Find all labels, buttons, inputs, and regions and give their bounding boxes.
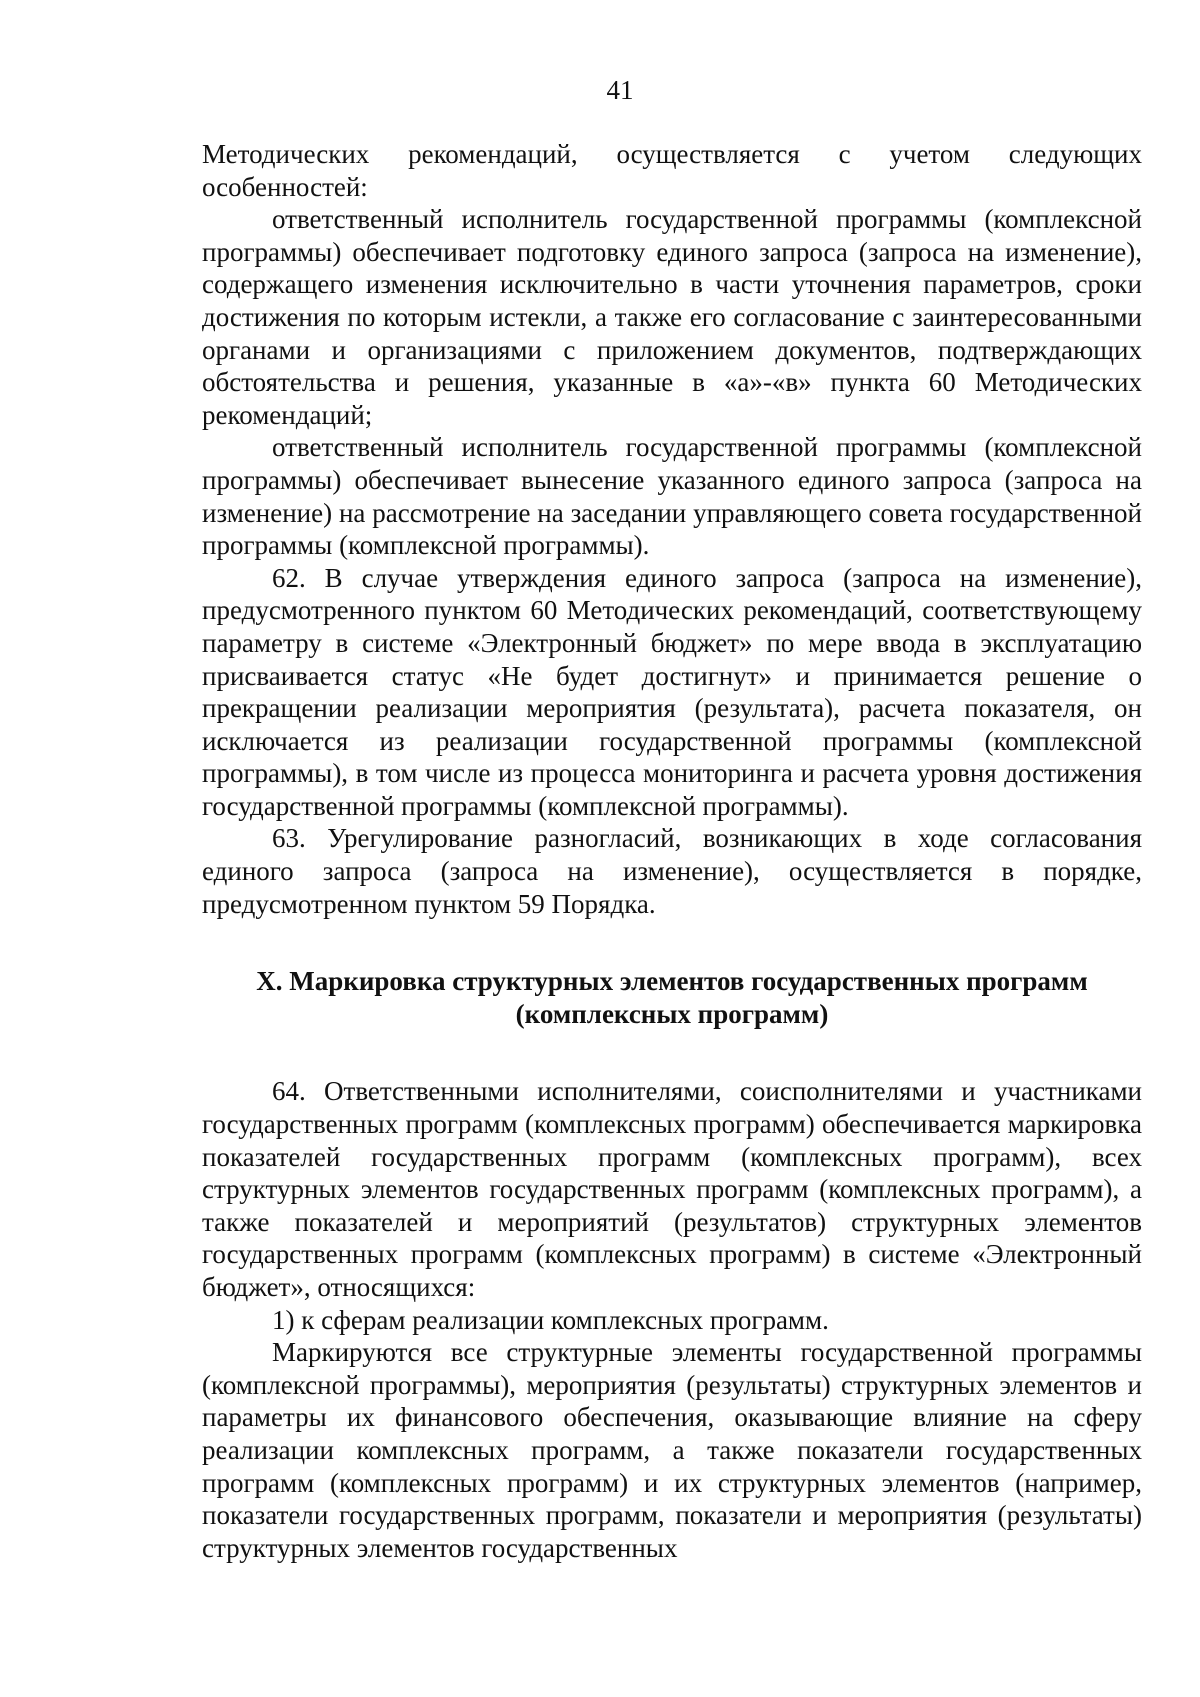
paragraph-item-64: 64. Ответственными исполнителями, соисполнителями и участниками государственных программ (комплексных программ) обеспечивается маркировка показателей государственных программ (комплексных программ), всех структурных элементов государственных программ (комплексных программ), а также показателей и мероприятий (результатов) структурных элементов государственных программ (комплексных программ) в системе «Электронный бюджет», относящихся: (202, 1076, 1142, 1302)
paragraph: 1) к сферам реализации комплексных программ. (272, 1304, 829, 1335)
section-heading (202, 965, 1142, 1030)
section-heading-line: X. Маркировка структурных элементов государственных программ (256, 966, 1088, 997)
paragraph-item-63: 63. Урегулирование разногласий, возникающих в ходе согласования единого запроса (запроса на изменение), осуществляется в порядке, предусмотренном пунктом 59 Порядка. (202, 823, 1142, 919)
section-heading-line: (комплексных программ) (515, 998, 829, 1029)
paragraph: ответственный исполнитель государственной программы (комплексной программы) обеспечивает подготовку единого запроса (запроса на изменение), содержащего изменения исключительно в части уточнения параметров, сроки достижения по которым истекли, а также его согласование с заинтересованными органами и организациями с приложением документов, подтверждающих обстоятельства и решения, указанные в «а»-«в» пункта 60 Методических рекомендаций; (202, 204, 1142, 430)
paragraph: Маркируются все структурные элементы государственной программы (комплексной программы), мероприятия (результаты) структурных элементов и параметры их финансового обеспечения, оказывающие влияние на сферу реализации комплексных программ, а также показатели государственных программ (комплексных программ) и их структурных элементов (например, показатели государственных программ, показатели и мероприятия (результаты) структурных элементов государственных (202, 1337, 1142, 1563)
page-number: 41 (606, 75, 634, 105)
paragraph-item-62: 62. В случае утверждения единого запроса (запроса на изменение), предусмотренного пунктом 60 Методических рекомендаций, соответствующему параметру в системе «Электронный бюджет» по мере ввода в эксплуатацию присваивается статус «Не будет достигнут» и принимается решение о прекращении реализации мероприятия (результата), расчета показателя, он исключается из реализации государственной программы (комплексной программы), в том числе из процесса мониторинга и расчета уровня достижения государственной программы (комплексной программы). (202, 562, 1142, 821)
paragraph: ответственный исполнитель государственной программы (комплексной программы) обеспечивает вынесение указанного единого запроса (запроса на изменение) на рассмотрение на заседании управляющего совета государственной программы (комплексной программы). (202, 432, 1142, 561)
document-body (202, 138, 1142, 1564)
paragraph: Методических рекомендаций, осуществляется с учетом следующих особенностей: (202, 139, 1142, 202)
